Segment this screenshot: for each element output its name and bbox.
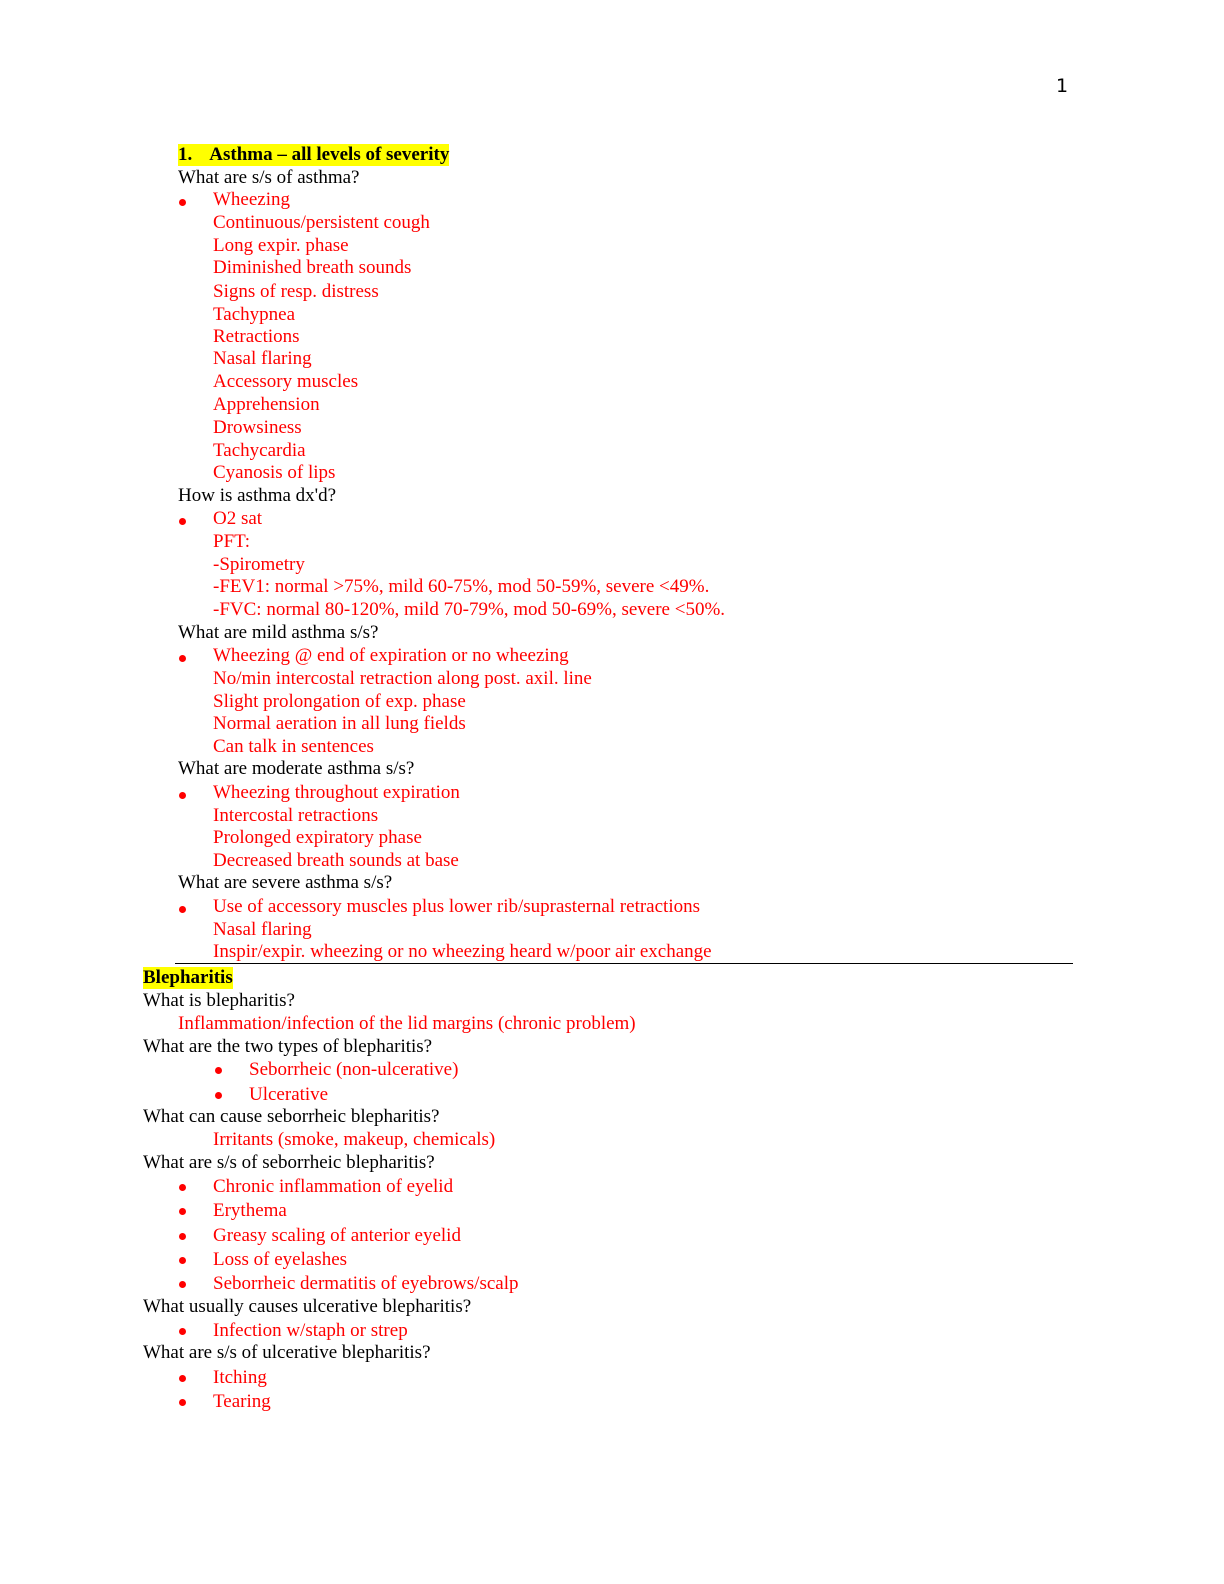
- bullet-icon: [179, 1328, 186, 1335]
- page-number: 1: [1056, 75, 1069, 97]
- asthma-dx-item: -FVC: normal 80-120%, mild 70-79%, mod 50-69%, severe <50%.: [213, 599, 726, 620]
- severe-ss-item: Use of accessory muscles plus lower rib/suprasternal retractions: [213, 896, 700, 917]
- moderate-ss-item: Wheezing throughout expiration: [213, 782, 460, 803]
- bullet-icon: [179, 199, 186, 206]
- mild-ss-item: Slight prolongation of exp. phase: [213, 691, 466, 712]
- asthma-ss-item: Cyanosis of lips: [213, 462, 336, 483]
- bullet-icon: [179, 1208, 186, 1215]
- question-severe-ss: What are severe asthma s/s?: [178, 872, 393, 893]
- bullet-icon: [179, 1233, 186, 1240]
- seborrheic-ss-item: Chronic inflammation of eyelid: [213, 1176, 454, 1197]
- asthma-ss-item: Nasal flaring: [213, 348, 312, 369]
- asthma-dx-item: PFT:: [213, 531, 251, 552]
- asthma-heading-title: Asthma – all levels of severity: [209, 144, 450, 165]
- seborrheic-ss-item: Erythema: [213, 1200, 287, 1221]
- ulcerative-ss-item: Tearing: [213, 1391, 271, 1412]
- question-cause-ulcerative: What usually causes ulcerative blepharitis?: [143, 1296, 472, 1317]
- bullet-icon: [179, 1281, 186, 1288]
- mild-ss-item: No/min intercostal retraction along post. axil. line: [213, 668, 592, 689]
- mild-ss-item: Wheezing @ end of expiration or no wheezing: [213, 645, 569, 666]
- moderate-ss-item: Decreased breath sounds at base: [213, 850, 459, 871]
- moderate-ss-item: Prolonged expiratory phase: [213, 827, 422, 848]
- asthma-dx-item: -Spirometry: [213, 554, 305, 575]
- question-mild-ss: What are mild asthma s/s?: [178, 622, 379, 643]
- asthma-ss-item: Tachycardia: [213, 440, 306, 461]
- answer-cause-seborrheic: Irritants (smoke, makeup, chemicals): [213, 1129, 496, 1150]
- ulcerative-cause-item: Infection w/staph or strep: [213, 1320, 408, 1341]
- asthma-heading-number: 1.: [178, 144, 193, 165]
- asthma-dx-item: O2 sat: [213, 508, 263, 529]
- bullet-icon: [179, 655, 186, 662]
- bullet-icon: [215, 1092, 222, 1099]
- severe-ss-item: Inspir/expir. wheezing or no wheezing heard w/poor air exchange: [213, 941, 712, 962]
- asthma-ss-item: Accessory muscles: [213, 371, 359, 392]
- asthma-ss-item: Apprehension: [213, 394, 320, 415]
- bullet-icon: [179, 1184, 186, 1191]
- answer-what-is-blepharitis: Inflammation/infection of the lid margins (chronic problem): [178, 1013, 636, 1034]
- seborrheic-ss-item: Greasy scaling of anterior eyelid: [213, 1225, 461, 1246]
- asthma-ss-item: Retractions: [213, 326, 300, 347]
- mild-ss-item: Can talk in sentences: [213, 736, 374, 757]
- type-item: Ulcerative: [249, 1084, 329, 1105]
- moderate-ss-item: Intercostal retractions: [213, 805, 379, 826]
- type-item: Seborrheic (non-ulcerative): [249, 1059, 459, 1080]
- asthma-ss-item: Wheezing: [213, 189, 291, 210]
- question-moderate-ss: What are moderate asthma s/s?: [178, 758, 415, 779]
- asthma-ss-item: Tachypnea: [213, 304, 296, 325]
- seborrheic-ss-item: Seborrheic dermatitis of eyebrows/scalp: [213, 1273, 519, 1294]
- bullet-icon: [179, 1257, 186, 1264]
- question-asthma-dx: How is asthma dx'd?: [178, 485, 337, 506]
- bullet-icon: [179, 1375, 186, 1382]
- question-cause-seborrheic: What can cause seborrheic blepharitis?: [143, 1106, 440, 1127]
- asthma-dx-item: -FEV1: normal >75%, mild 60-75%, mod 50-59%, severe <49%.: [213, 576, 710, 597]
- blepharitis-heading: Blepharitis: [143, 967, 233, 988]
- asthma-ss-item: Signs of resp. distress: [213, 281, 379, 302]
- question-ss-ulcerative: What are s/s of ulcerative blepharitis?: [143, 1342, 431, 1363]
- question-asthma-ss: What are s/s of asthma?: [178, 167, 360, 188]
- seborrheic-ss-item: Loss of eyelashes: [213, 1249, 348, 1270]
- asthma-ss-item: Diminished breath sounds: [213, 257, 412, 278]
- question-ss-seborrheic: What are s/s of seborrheic blepharitis?: [143, 1152, 435, 1173]
- severe-ss-item: Nasal flaring: [213, 919, 312, 940]
- section-divider: [175, 963, 1073, 964]
- asthma-heading: [178, 144, 449, 166]
- bullet-icon: [215, 1067, 222, 1074]
- asthma-ss-item: Continuous/persistent cough: [213, 212, 430, 233]
- bullet-icon: [179, 792, 186, 799]
- bullet-icon: [179, 1399, 186, 1406]
- asthma-ss-item: Long expir. phase: [213, 235, 349, 256]
- question-types: What are the two types of blepharitis?: [143, 1036, 433, 1057]
- asthma-ss-item: Drowsiness: [213, 417, 302, 438]
- bullet-icon: [179, 518, 186, 525]
- ulcerative-ss-item: Itching: [213, 1367, 267, 1388]
- mild-ss-item: Normal aeration in all lung fields: [213, 713, 466, 734]
- bullet-icon: [179, 906, 186, 913]
- question-what-is-blepharitis: What is blepharitis?: [143, 990, 295, 1011]
